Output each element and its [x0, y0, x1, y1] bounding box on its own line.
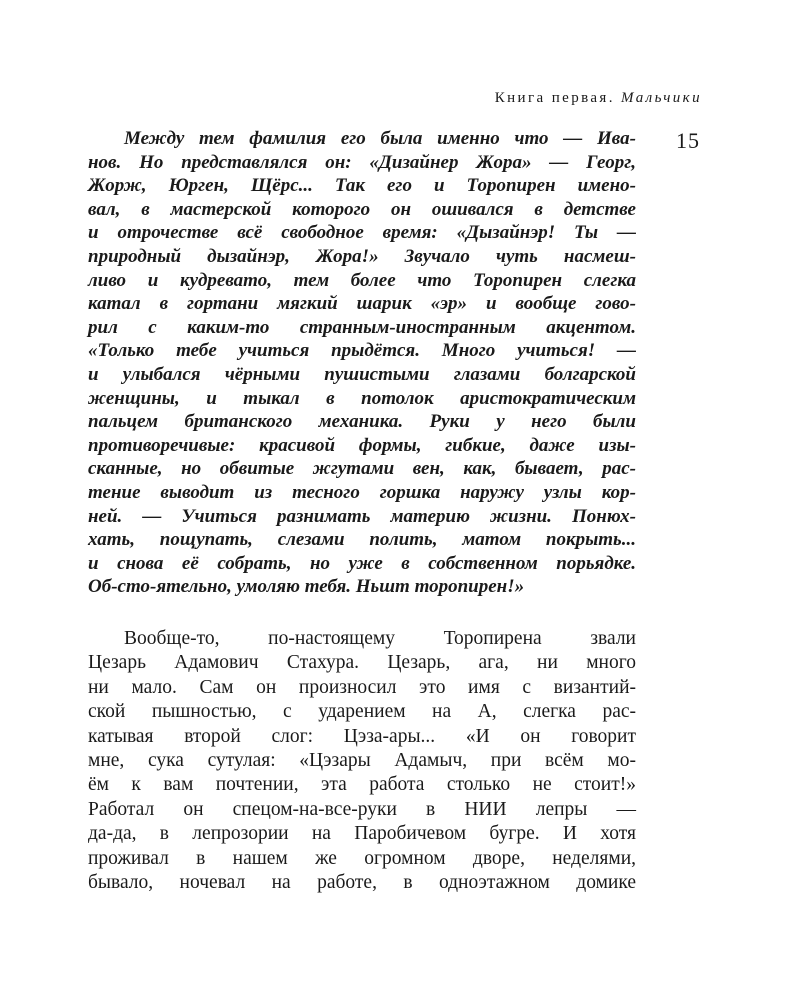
text-line: проживал в нашем же огромном дворе, неделями, — [88, 847, 636, 869]
text-line: сканные, но обвитые жгутами вен, как, бывает, рас- — [88, 458, 636, 480]
text-line: ни мало. Сам он произносил это имя с византий- — [88, 676, 636, 698]
text-line: и отрочестве всё свободное время: «Дызайнэр! Ты — — [88, 222, 636, 244]
running-head-section: Мальчики — [621, 90, 702, 106]
text-line: пальцем британского механика. Руки у него были — [88, 411, 636, 433]
italic-paragraph — [88, 127, 636, 599]
text-line: ём к вам почтении, эта работа столько не стоит!» — [88, 774, 636, 796]
text-line: Между тем фамилия его была именно что — Ива- — [124, 128, 636, 149]
running-head — [495, 90, 702, 107]
text-line: катал в гортани мягкий шарик «эр» и вообще гово- — [88, 293, 636, 315]
text-line: и снова её собрать, но уже в собственном порьядке. — [88, 552, 636, 574]
text-line: катывая второй слог: Цэза-ары... «И он говорит — [88, 725, 636, 747]
text-line: да-да, в лепрозории на Паробичевом бугре. И хотя — [88, 823, 636, 845]
text-line: Цезарь Адамович Стахура. Цезарь, ага, ни много — [88, 652, 636, 674]
text-line: противоречивые: красивой формы, гибкие, даже изы- — [88, 434, 636, 456]
running-head-book: Книга первая. — [494, 90, 615, 106]
text-line: и улыбался чёрными пушистыми глазами болгарской — [88, 363, 636, 385]
text-line: Работал он спецом-на-все-руки в НИИ лепры — — [88, 798, 636, 820]
text-line: женщины, и тыкал в потолок аристократическим — [88, 387, 636, 409]
text-line: нов. Но представлялся он: «Дизайнер Жора» — Георг, — [88, 151, 636, 173]
page-number: 15 — [676, 128, 700, 153]
text-line: рил с каким-то странным-иностранным акцентом. — [88, 316, 636, 338]
text-line: ней. — Учиться разнимать материю жизни. Понюх- — [88, 505, 636, 527]
text-line: ливо и кудревато, тем более что Торопирен слегка — [88, 269, 636, 291]
text-line: Жорж, Юрген, Щёрс... Так его и Торопирен имено- — [88, 175, 636, 197]
text-line: Об-сто-ятельно, умоляю тебя. Ньшт торопирен!» — [88, 576, 525, 598]
text-line: тение выводит из тесного горшка наружу узлы кор- — [88, 481, 636, 503]
body-paragraph — [88, 627, 636, 895]
text-line: мне, сука сутулая: «Цэзары Адамыч, при всём мо- — [88, 749, 636, 771]
text-line: ской пышностью, с ударением на А, слегка рас- — [88, 701, 636, 723]
text-line: вал, в мастерской которого он ошивался в детстве — [88, 198, 636, 220]
text-line: бывало, ночевал на работе, в одноэтажном домике — [88, 871, 636, 893]
text-line: «Только тебе учиться прыдётся. Много учиться! — — [88, 340, 636, 362]
text-line: Вообще-то, по-настоящему Торопирена звали — [124, 628, 636, 649]
text-line: хать, пощупать, слезами полить, матом покрыть... — [88, 529, 636, 551]
text-line: природный дызайнэр, Жора!» Звучало чуть насмеш- — [88, 245, 636, 267]
